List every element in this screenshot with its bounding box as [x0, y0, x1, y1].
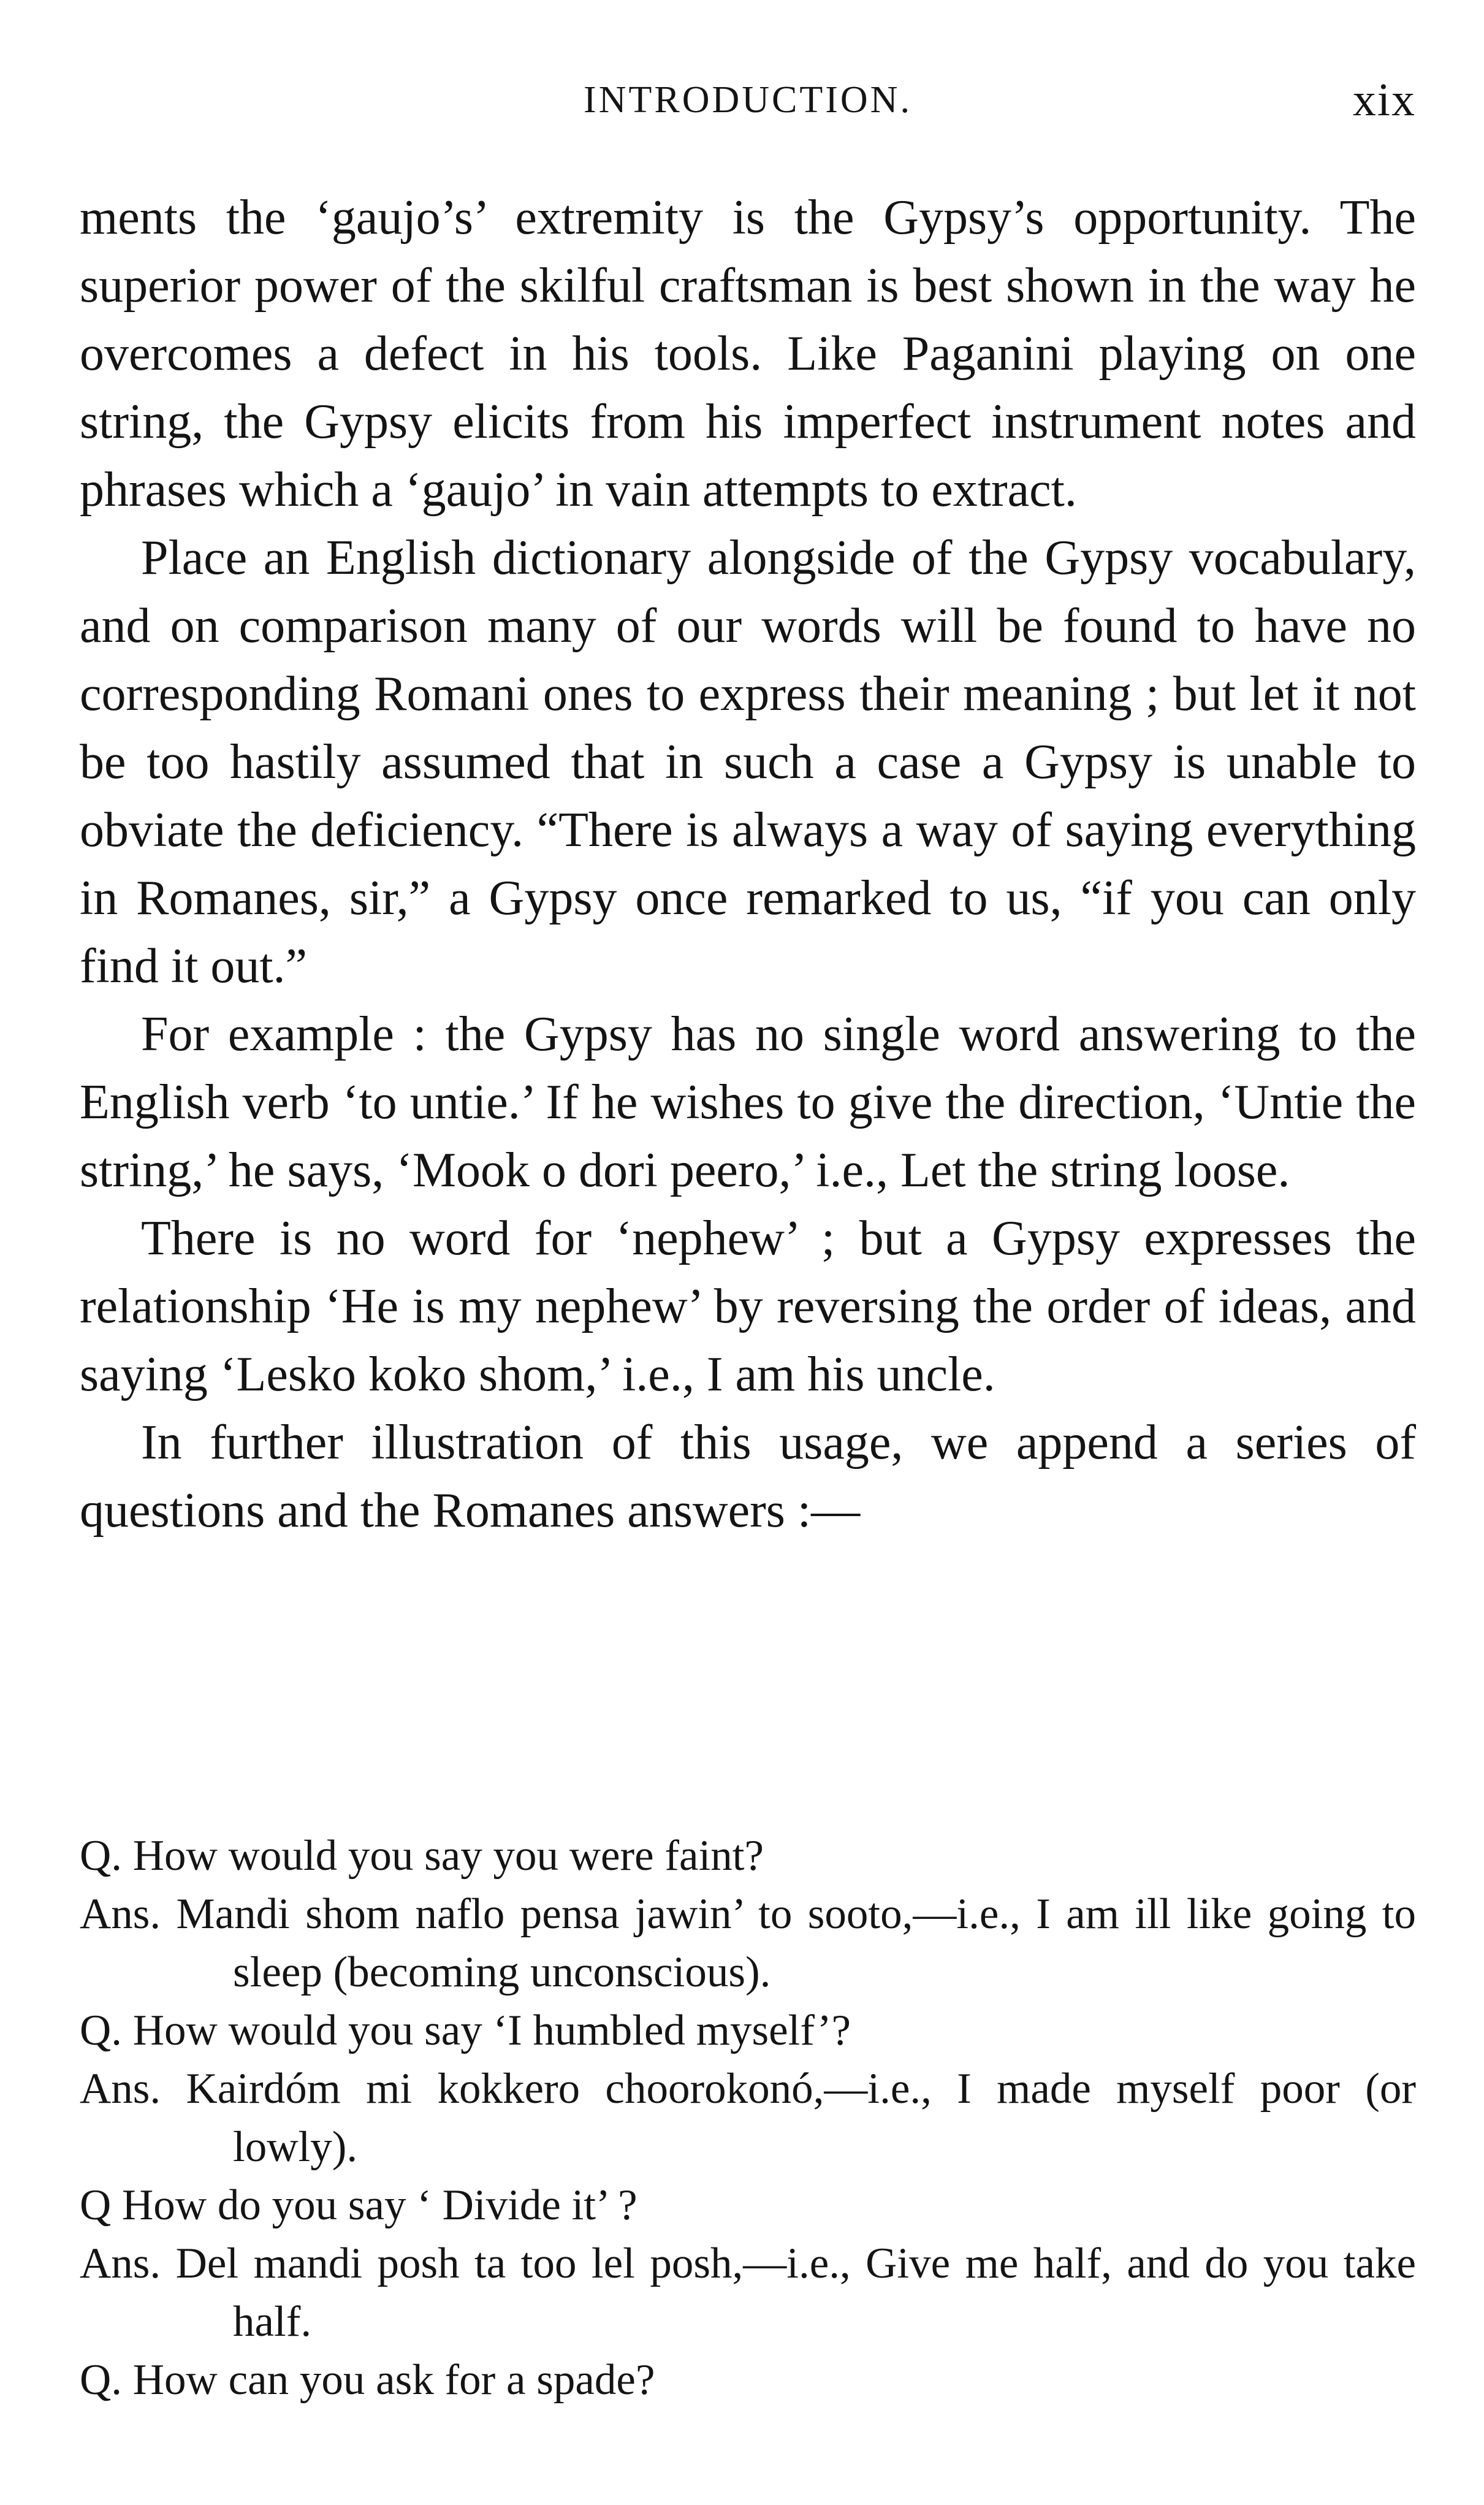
body-text — [80, 184, 1416, 1545]
question-divide: Q How do you say ‘ Divide it’ ? — [80, 2181, 637, 2229]
answer-faint: Ans. Mandi shom naflo pensa jawin’ to sooto,—i.e., I am ill like going to sleep (becoming unconscious). — [80, 1890, 1416, 1996]
question-humbled: Q. How would you say ‘I humbled myself’? — [80, 2007, 851, 2054]
running-title: INTRODUCTION. — [584, 79, 912, 121]
paragraph-nephew-example: There is no word for ‘nephew’ ; but a Gypsy expresses the relationship ‘He is my nephew’ by reversing the order of ideas, and saying ‘Lesko koko shom,’ i.e., I am his uncle. — [80, 1211, 1416, 1401]
page-number: xix — [1352, 74, 1416, 126]
question-spade: Q. How can you ask for a spade? — [80, 2356, 655, 2404]
answer-divide: Ans. Del mandi posh ta too lel posh,—i.e., Give me half, and do you take half. — [80, 2240, 1416, 2346]
page-header — [80, 74, 1416, 140]
paragraph-untie-example: For example : the Gypsy has no single word answering to the English verb ‘to untie.’ If he wishes to give the direction, ‘Untie the string,’ he says, ‘Mook o dori peero,’ i.e., Let the string loose. — [80, 1007, 1416, 1197]
question-faint: Q. How would you say you were faint? — [80, 1832, 764, 1880]
paragraph-dictionary: Place an English dictionary alongside of the Gypsy vocabulary, and on comparison many of our words will be found to have no corresponding Romani ones to express their meaning ; but let it not be too hastily assumed that in such a case a Gypsy is unable to obviate the deficiency. “There is always a way of saying everything in Romanes, sir,” a Gypsy once remarked to us, “if you can only find it out.” — [80, 531, 1416, 993]
question-answer-list — [80, 1827, 1416, 2409]
paragraph-continuation: ments the ‘gaujo’s’ extremity is the Gypsy’s opportunity. The superior power of the skilful craftsman is best shown in the way he overcomes a defect in his tools. Like Paganini playing on one string, the Gypsy elicits from his imperfect instrument notes and phrases which a ‘gaujo’ in vain attempts to extract. — [80, 191, 1416, 517]
paragraph-questions-intro: In further illustration of this usage, we append a series of questions and the Romanes answers :— — [80, 1416, 1416, 1538]
answer-humbled: Ans. Kairdóm mi kokkero choorokonó,—i.e., I made myself poor (or lowly). — [80, 2065, 1416, 2171]
